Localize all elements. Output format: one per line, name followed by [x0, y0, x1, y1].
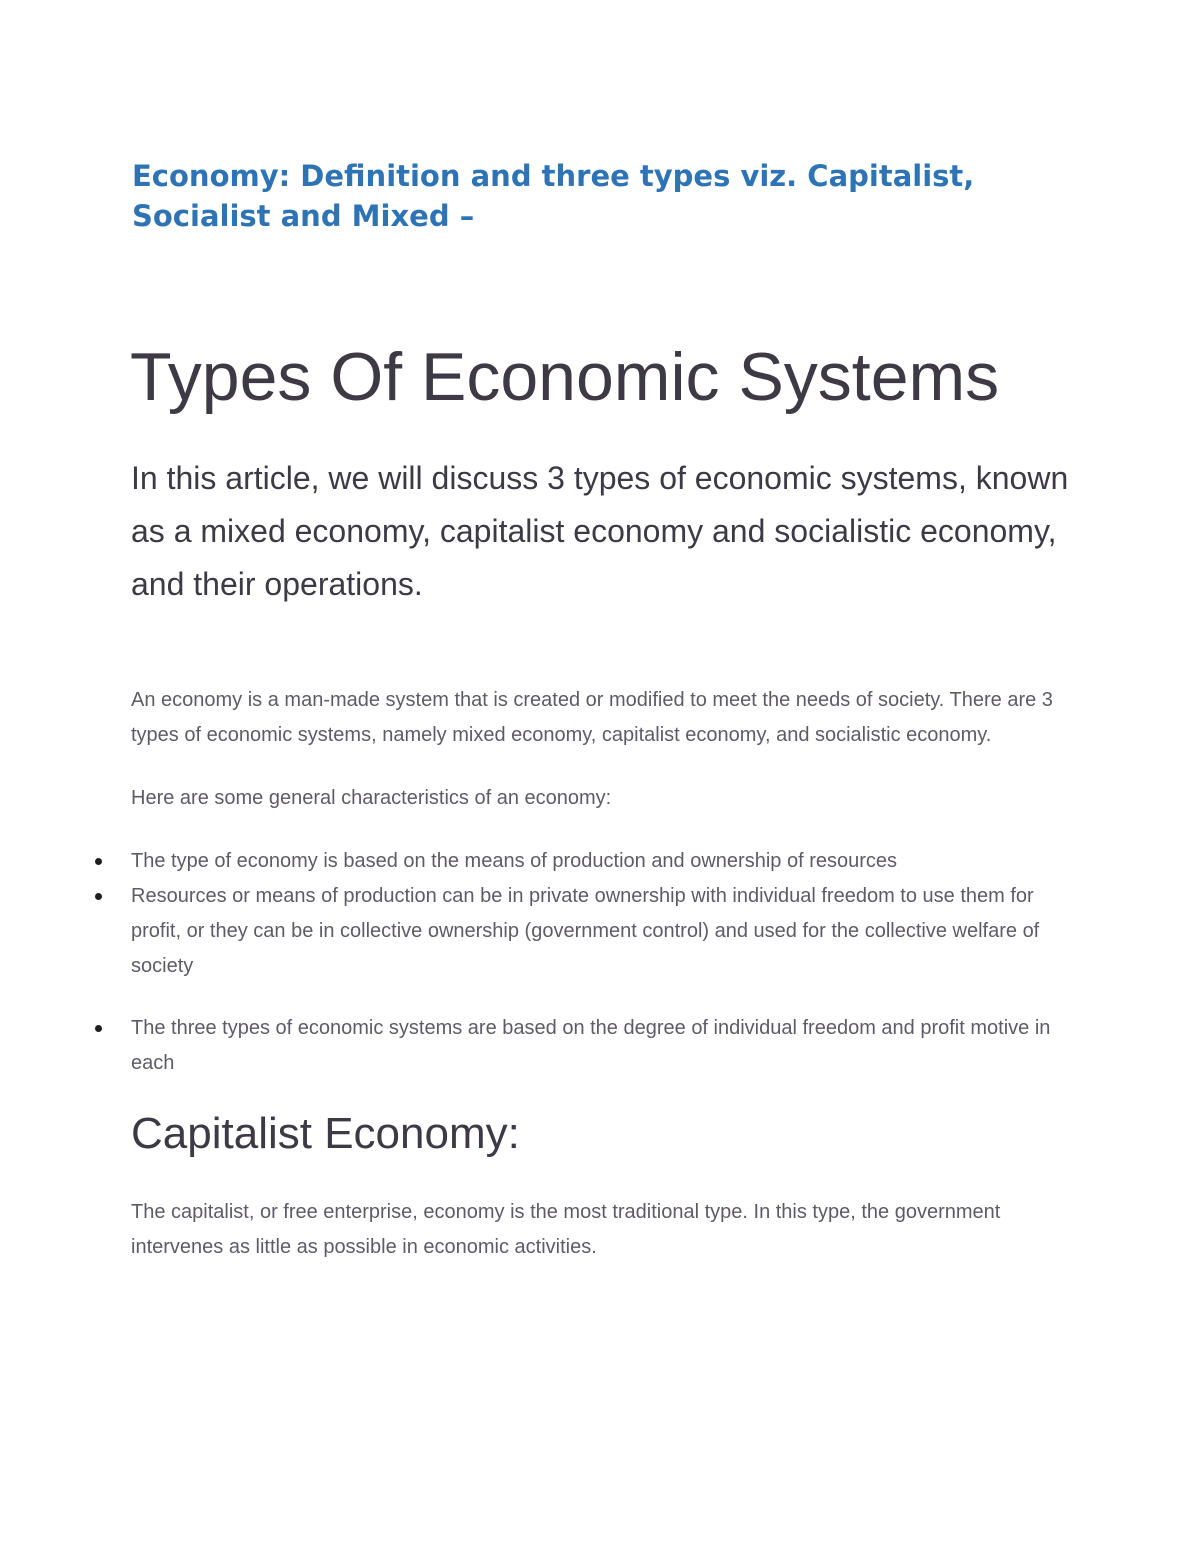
intro-paragraph: An economy is a man-made system that is created or modified to meet the needs of society. There are 3 types of economic systems, namely mixed economy, capitalist economy, and socialistic economy.: [131, 689, 1053, 746]
characteristics-intro: Here are some general characteristics of an economy:: [131, 787, 612, 809]
bullet-icon: [95, 1025, 102, 1032]
list-item-text: Resources or means of production can be in private ownership with individual freedom to use them for profit, or they can be in collective ownership (government control) and used for the collective welfare of society: [131, 885, 1040, 977]
characteristics-list: [93, 844, 1083, 1081]
list-item: [93, 844, 1083, 879]
list-item: [93, 1011, 1083, 1081]
main-heading: Types Of Economic Systems: [130, 339, 1000, 415]
bullet-icon: [95, 893, 102, 900]
document-title: Economy: Definition and three types viz. Capitalist, Socialist and Mixed –: [132, 159, 975, 233]
bullet-icon: [95, 858, 102, 865]
lead-paragraph: In this article, we will discuss 3 types of economic systems, known as a mixed economy, capitalist economy and socialistic economy, and their operations.: [131, 460, 1069, 602]
list-item-text: The three types of economic systems are based on the degree of individual freedom and profit motive in each: [131, 1017, 1051, 1074]
capitalist-heading: Capitalist Economy:: [131, 1109, 520, 1158]
list-item: [93, 879, 1083, 984]
capitalist-paragraph: The capitalist, or free enterprise, economy is the most traditional type. In this type, the government intervenes as little as possible in economic activities.: [131, 1201, 1001, 1258]
list-item-text: The type of economy is based on the means of production and ownership of resources: [131, 850, 898, 872]
